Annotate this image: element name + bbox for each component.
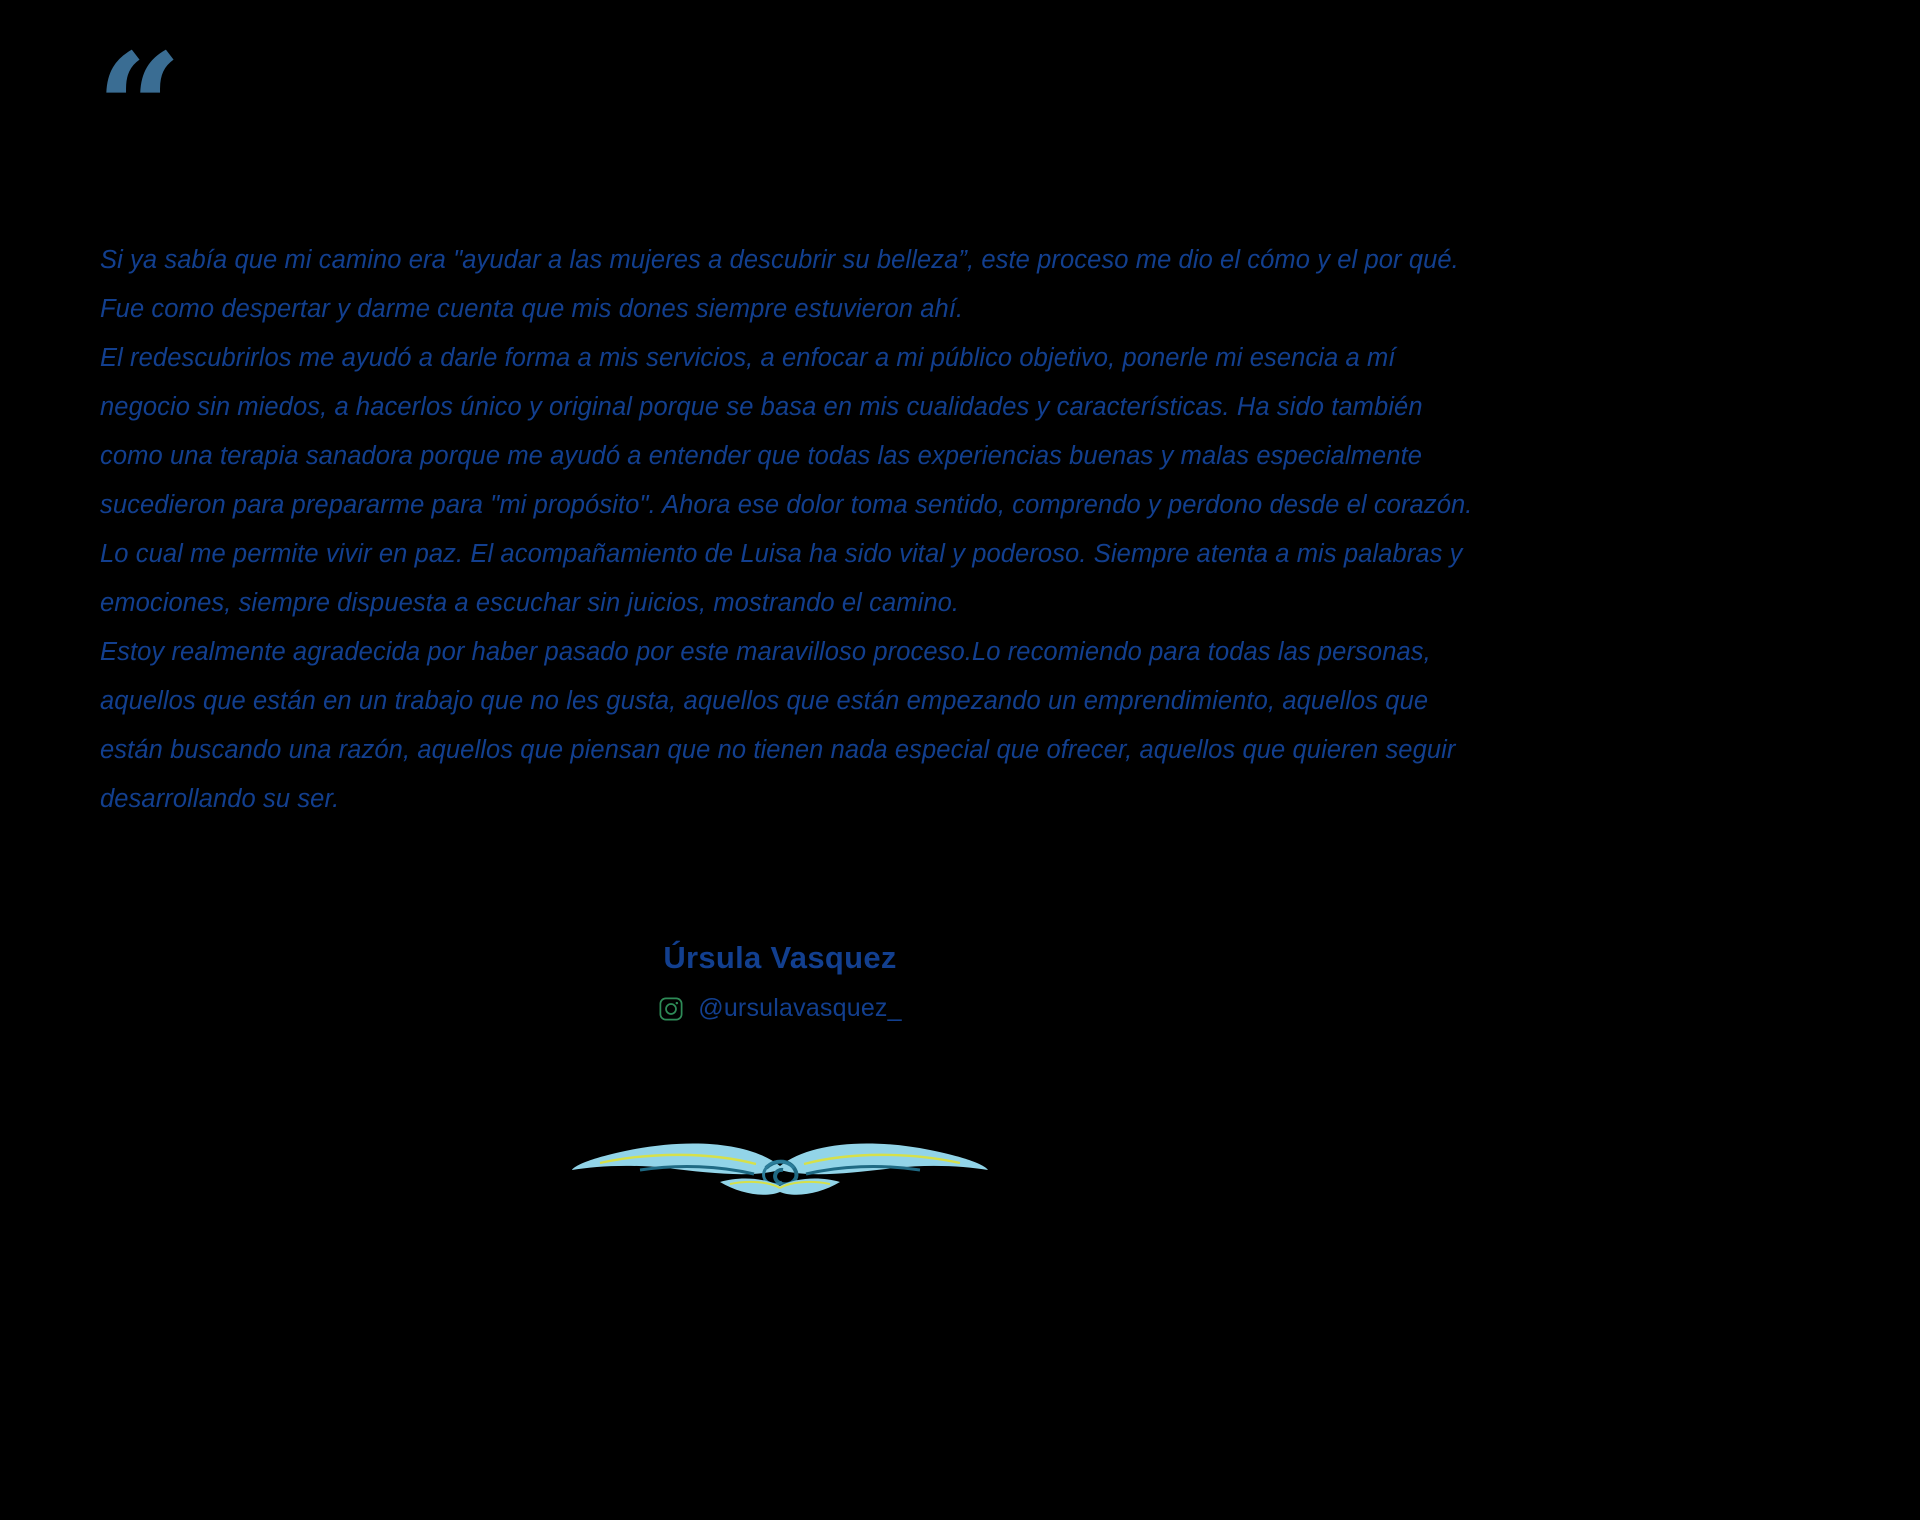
instagram-icon [658, 996, 684, 1022]
quote-mark-icon: “ [96, 21, 177, 197]
social-handle-row[interactable] [0, 994, 1560, 1023]
instagram-handle[interactable]: @ursulavasquez_ [698, 994, 902, 1022]
testimonial-paragraph-1: Si ya sabía que mi camino era "ayudar a las mujeres a descubrir su belleza”, este proceso me dio el cómo y el por qué. Fue como despertar y darme cuenta que mis dones siempre estuvieron ahí. [100, 246, 1459, 323]
wings-flourish-ornament [570, 1108, 990, 1218]
attribution-block [0, 938, 1560, 1023]
testimonial-text [100, 236, 1480, 824]
testimonial-paragraph-2: El redescubrirlos me ayudó a darle forma a mis servicios, a enfocar a mi público objetivo, ponerle mi esencia a mí negocio sin miedos, a hacerlos único y original porque se basa en mis cualidades y características. Ha sido también como una terapia sanadora porque me ayudó a entender que todas las experiencias buenas y malas especialmente sucedieron para prepararme para "mi propósito". Ahora ese dolor toma sentido, comprendo y perdono desde el corazón. Lo cual me permite vivir en paz. El acompañamiento de Luisa ha sido vital y poderoso. Siempre atenta a mis palabras y emociones, siempre dispuesta a escuchar sin juicios, mostrando el camino. [100, 344, 1473, 617]
author-name: Úrsula Vasquez [663, 940, 897, 975]
testimonial-paragraph-3: Estoy realmente agradecida por haber pasado por este maravilloso proceso.Lo recomiendo para todas las personas, aquellos que están en un trabajo que no les gusta, aquellos que están empezando un emprendimiento, aquellos que están buscando una razón, aquellos que piensan que no tienen nada especial que ofrecer, aquellos que quieren seguir desarrollando su ser. [100, 638, 1456, 813]
